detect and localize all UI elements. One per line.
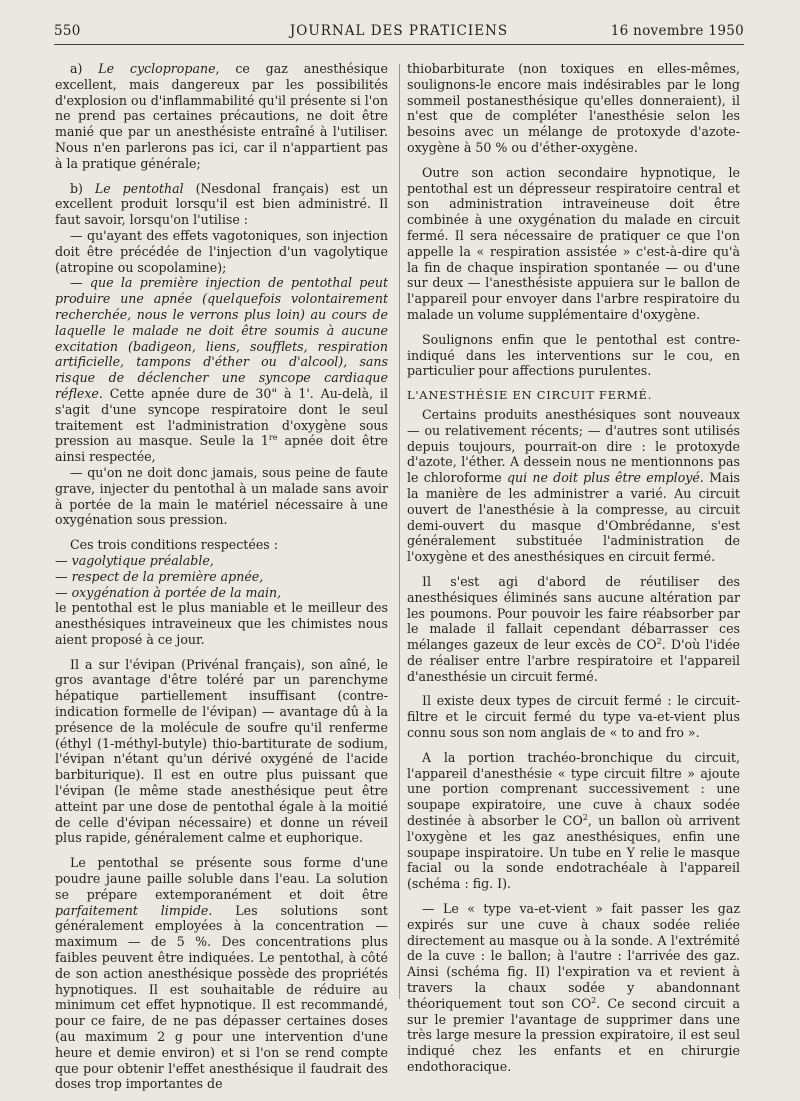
header-rule xyxy=(54,44,744,45)
paragraph-to-and-fro xyxy=(407,901,740,1075)
condition-item: — vagolytique préalable, xyxy=(55,552,214,568)
paragraph-evipan: Il a sur l'évipan (Privénal français), son aîné, le gros avantage d'être toléré par un parenchyme hépatique partiellement insuffisant (contre-indication formelle de l'évipan) — avantage dû à la présence de la molécule de soufre qu'il renferme (éthyl (1-méthyl-butyle) thio-bartiturate de sodium, l'évipan n'étant qu'un dérivé oxygéné de l'acide barbiturique). Il est en outre plus puissant que l'évipan (le même stade anesthésique peut être atteint par une dose de pentothal égale à la moitié de celle d'évipan nécessaire) et donne un réveil plus rapide, généralement calme et euphorique. xyxy=(55,656,388,846)
paragraph-vagotonic: — qu'ayant des effets vagotoniques, son injection doit être précédée de l'injection d'un vagolytique (atropine ou scopolamine); xyxy=(55,227,388,275)
paragraph-most-manageable: le pentothal est le plus maniable et le meilleur des anesthésiques intraveineux que les chimistes nous aient proposé à ce jour. xyxy=(55,600,388,647)
conditions-intro: Ces trois conditions respectées : xyxy=(70,537,278,553)
journal-title: JOURNAL DES PRATICIENS xyxy=(289,23,509,39)
paragraph-text: . Mais la manière de les administrer a varié. Au circuit ouvert de l'anesthésie à la compresse, au circuit demi-ouvert du masque d'Ombrédanne, s'est généralement substituée l'administration de l'oxygène et des anesthésiques en circuit fermé. xyxy=(407,470,740,565)
paragraph-text: Le pentothal se présente sous forme d'une poudre jaune paille soluble dans l'eau. La solution se prépare extemporanément et doit être xyxy=(55,855,388,902)
paragraph-reuse-anesthetics xyxy=(407,574,740,685)
emphasis-italic: parfaitement limpide xyxy=(55,902,209,918)
condition-item: — respect de la première apnée, xyxy=(55,568,264,584)
superscript: 2 xyxy=(656,636,662,646)
term-italic: Le cyclopropane xyxy=(98,61,216,76)
paragraph-circuit-types: Il existe deux types de circuit fermé : le circuit-filtre et le circuit fermé du type va-et-vient plus connu sous son nom anglais de « to and fro ». xyxy=(407,693,740,741)
paragraph-respiratory-depressant: Outre son action secondaire hypnotique, le pentothal est un dépresseur respiratoire central et son administration intraveineuse doit être combinée à une oxygénation du malade en circuit fermé. Il sera nécessaire de pratiquer ce que l'on appelle la « respiration assistée » c'est-à-dire qu'à la fin de chaque inspiration spontanée — ou d'une sur deux — l'anesthésiste appuiera sur le ballon de l'appareil pour envoyer dans l'arbre respiratoire du malade un volume supplémentaire d'oxygène. xyxy=(407,164,740,322)
apnea-warning-italic: — que la première injection de pentothal peut produire une apnée (quelquefois volontairement recherchée, nous le verrons plus loin) au cours de laquelle le malade ne doit être soumis à aucune excitation (badigeon, liens, soufflets, respiration artificielle, tampons d'éther ou d'alcool), sans risque de déclencher une syncope cardiaque réflexe. xyxy=(55,275,388,401)
paragraph-text: . Les solutions sont généralement employées à la concentration — maximum — de 5 %. Des concentrations plus faibles peuvent être indiquées. Le pentothal, à côté de son action anesthésique possède des propriétés hypnotiques. Il est souhaitable de réduire au minimum cet effet hypnotique. Il est recommandé, pour ce faire, de ne pas dépasser certaines doses (au maximum 2 g pour une intervention d'une heure et demie environ) et si l'on se rend compte que pour obtenir l'effet anesthésique il faudrait des doses trop importantes de xyxy=(55,902,388,1092)
superscript: 2 xyxy=(582,812,588,822)
paragraph-contraindication: Soulignons enfin que le pentothal est contre-indiqué dans les interventions sur le cou, en particulier pour affections purulentes. xyxy=(407,331,740,379)
paragraph-text: , un ballon où arrivent l'oxygène et les gaz anesthésiques, enfin une soupape inspiratoire. Un tube en Y relie le masque facial ou la sonde endotrachéale à l'appareil (schéma : fig. I). xyxy=(407,813,740,892)
section-heading xyxy=(407,388,740,404)
condition-item: — oxygénation à portée de la main, xyxy=(55,584,282,600)
paragraph-text: (Nesdonal français) est un excellent produit lorsqu'il est bien administré. Il faut savoir, lorsqu'on l'utilise : xyxy=(55,180,389,228)
paragraph-lead: a) xyxy=(70,61,99,76)
right-column xyxy=(407,61,740,1084)
section-heading-text: ANESTHÉSIE EN CIRCUIT FERMÉ. xyxy=(419,388,653,403)
section-heading-initial: L' xyxy=(407,388,420,403)
paragraph-oxygen-equipment: — qu'on ne doit donc jamais, sous peine de faute grave, injecter du pentothal à un malade sans avoir à portée de la main le matériel nécessaire à une oxygénation sous pression. xyxy=(55,464,388,528)
paragraph-preparation xyxy=(55,855,388,1092)
paragraph-pentothal-intro xyxy=(55,181,388,228)
paragraph-lead: b) xyxy=(70,180,95,196)
paragraph-text: , ce gaz anesthésique excellent, mais dangereux par les possibilités d'explosion ou d'inflammabilité qu'il présente si l'on ne prend pas certaines précautions, ne doit être manié que par un anesthésiste entraîné à l'utiliser. Nous n'en parlerons pas ici, car il n'appartient pas à la pratique générale; xyxy=(55,61,388,171)
paragraph-text: Certains produits anesthésiques sont nouveaux — ou relativement récents; — d'autres sont utilisés depuis toujours, pourrait-on dire : le protoxyde d'azote, l'éther. A dessein nous ne mentionnons pas le chloroforme xyxy=(407,406,740,486)
paragraph-text: Il s'est agi d'abord de réutiliser des anesthésiques éliminés sans aucune altération par les poumons. Pour pouvoir les faire réabsorber par le malade il fallait cependant débarrasser ces mélanges gazeux de leur excès de CO xyxy=(407,573,740,653)
page-number: 550 xyxy=(54,23,81,39)
column-divider xyxy=(399,64,400,999)
paragraph-text: . Ce second circuit a sur le premier l'avantage de supprimer dans une très large mesure la pression expiratoire, il est seul indiqué chez les enfants et en chirurgie endothoracique. xyxy=(407,995,740,1075)
superscript: re xyxy=(268,433,278,443)
emphasis-italic: qui ne doit plus être employé xyxy=(506,470,700,486)
paragraph-cyclopropane xyxy=(55,61,388,172)
paragraph-continuation: thiobarbiturate (non toxiques en elles-mêmes, soulignons-le encore mais indésirables par le long sommeil postanesthésique qu'elles donneraient), il n'est que de compléter l'anesthésie selon les besoins avec un mélange de protoxyde d'azote-oxygène à 50 % ou d'éther-oxygène. xyxy=(407,61,740,155)
paragraph-text: — Le « type va-et-vient » fait passer les gaz expirés sur une cuve à chaux sodée reliée directement au masque ou à la sonde. A l'extrémité de la cuve : le ballon; à l'autre : l'arrivée des gaz. Ainsi (schéma fig. II) l'expiration va et revient à travers la chaux sodée y abandonnant théoriquement tout son CO xyxy=(407,901,740,1011)
paragraph-text: A la portion trachéo-bronchique du circuit, l'appareil d'anesthésie « type circuit filtre » ajoute une portion comprenant successivement : une soupape expiratoire, une cuve à chaux sodée destinée à absorber le CO xyxy=(407,749,740,829)
paragraph-apnea xyxy=(55,275,388,465)
superscript: 2 xyxy=(591,995,597,1005)
paragraph-filter-circuit xyxy=(407,750,740,892)
left-column xyxy=(55,61,388,1101)
issue-date: 16 novembre 1950 xyxy=(610,23,744,39)
paragraph-text: . D'où l'idée de réaliser entre l'arbre respiratoire et l'appareil d'anesthésie un circuit fermé. xyxy=(407,637,740,684)
paragraph-text: Cette apnée dure de 30" à 1'. Au-delà, il s'agit d'une syncope respiratoire dont le seul traitement est l'administration d'oxygène sous pression au masque. Seule la 1 xyxy=(55,385,388,449)
paragraph-anesthetic-products xyxy=(407,407,740,565)
paragraph-text: apnée doit être ainsi respectée, xyxy=(55,433,388,465)
term-italic: Le pentothal xyxy=(94,180,184,196)
running-header xyxy=(54,23,744,43)
